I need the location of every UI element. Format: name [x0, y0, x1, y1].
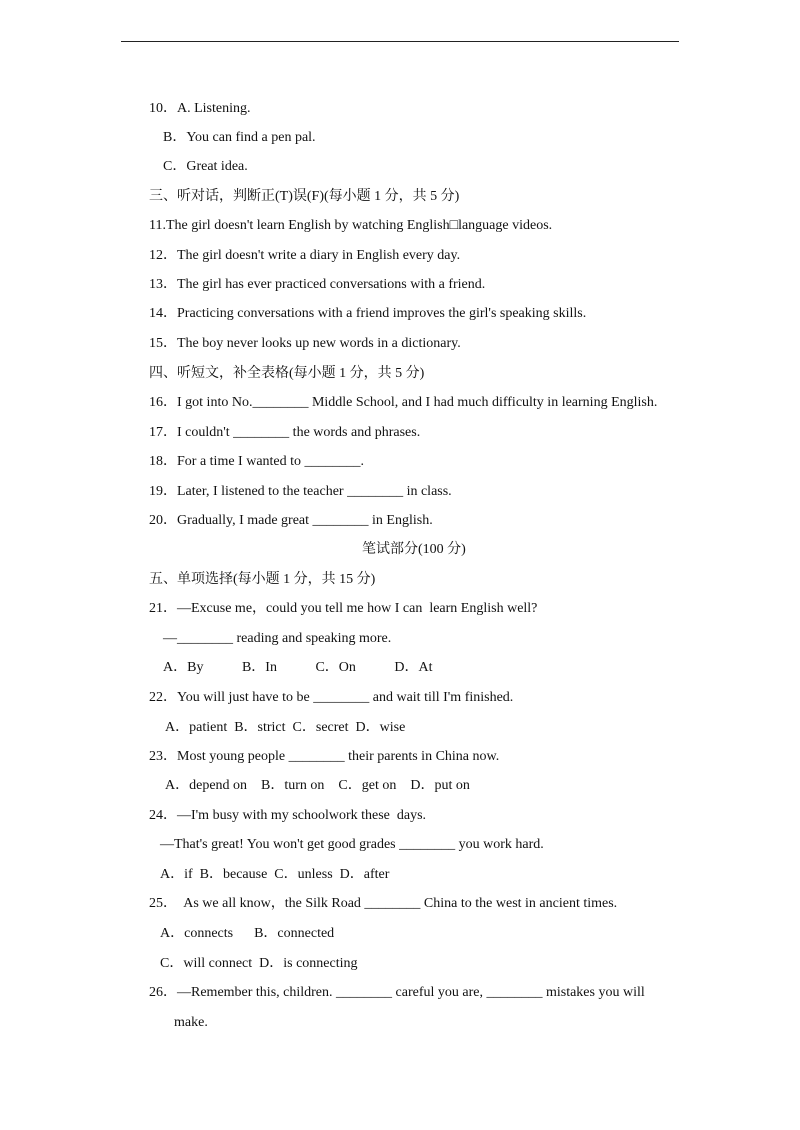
question-16: 16．I got into No.________ Middle School, and I had much difficulty in learning English.	[149, 395, 658, 410]
question-19: 19．Later, I listened to the teacher ________ in class.	[149, 484, 452, 499]
question-13: 13．The girl has ever practiced conversations with a friend.	[149, 277, 486, 292]
question-26-continued: make.	[174, 1015, 208, 1030]
question-11: 11.The girl doesn't learn English by watching English□language videos.	[149, 218, 553, 233]
question-14: 14．Practicing conversations with a friend improves the girl's speaking skills.	[149, 306, 587, 321]
question-17: 17．I couldn't ________ the words and phrases.	[149, 425, 421, 440]
question-24-reply: —That's great! You won't get good grades ________ you work hard.	[160, 837, 544, 852]
header-rule	[121, 41, 679, 42]
written-part-heading: 笔试部分(100 分)	[362, 542, 466, 557]
question-15: 15．The boy never looks up new words in a dictionary.	[149, 336, 461, 351]
question-12: 12．The girl doesn't write a diary in English every day.	[149, 248, 461, 263]
question-22-options: A．patient B．strict C．secret D．wise	[165, 720, 406, 735]
section-5-heading: 五、单项选择(每小题 1 分，共 15 分)	[149, 572, 376, 587]
question-21-reply: —________ reading and speaking more.	[163, 631, 392, 646]
question-25-options-row1: A．connects B．connected	[160, 926, 335, 941]
q10-option-a: 10．A. Listening.	[149, 101, 251, 116]
question-24: 24．—I'm busy with my schoolwork these days.	[149, 808, 427, 823]
question-20: 20．Gradually, I made great ________ in English.	[149, 513, 433, 528]
section-3-heading: 三、听对话，判断正(T)误(F)(每小题 1 分，共 5 分)	[149, 189, 460, 204]
question-23: 23．Most young people ________ their parents in China now.	[149, 749, 500, 764]
section-4-heading: 四、听短文，补全表格(每小题 1 分，共 5 分)	[149, 366, 425, 381]
question-25: 25． As we all know，the Silk Road ________ China to the west in ancient times.	[149, 896, 618, 911]
q10-option-b: B．You can find a pen pal.	[163, 130, 316, 145]
question-25-options-row2: C．will connect D．is connecting	[160, 956, 358, 971]
question-26: 26．—Remember this, children. ________ careful you are, ________ mistakes you will	[149, 985, 645, 1000]
question-23-options: A．depend on B．turn on C．get on D．put on	[165, 778, 470, 793]
question-24-options: A．if B．because C．unless D．after	[160, 867, 390, 882]
question-18: 18．For a time I wanted to ________.	[149, 454, 365, 469]
question-22: 22．You will just have to be ________ and wait till I'm finished.	[149, 690, 514, 705]
question-21: 21．—Excuse me，could you tell me how I can learn English well?	[149, 601, 538, 616]
q10-option-c: C．Great idea.	[163, 159, 248, 174]
question-21-options: A．By B．In C．On D．At	[163, 660, 433, 675]
